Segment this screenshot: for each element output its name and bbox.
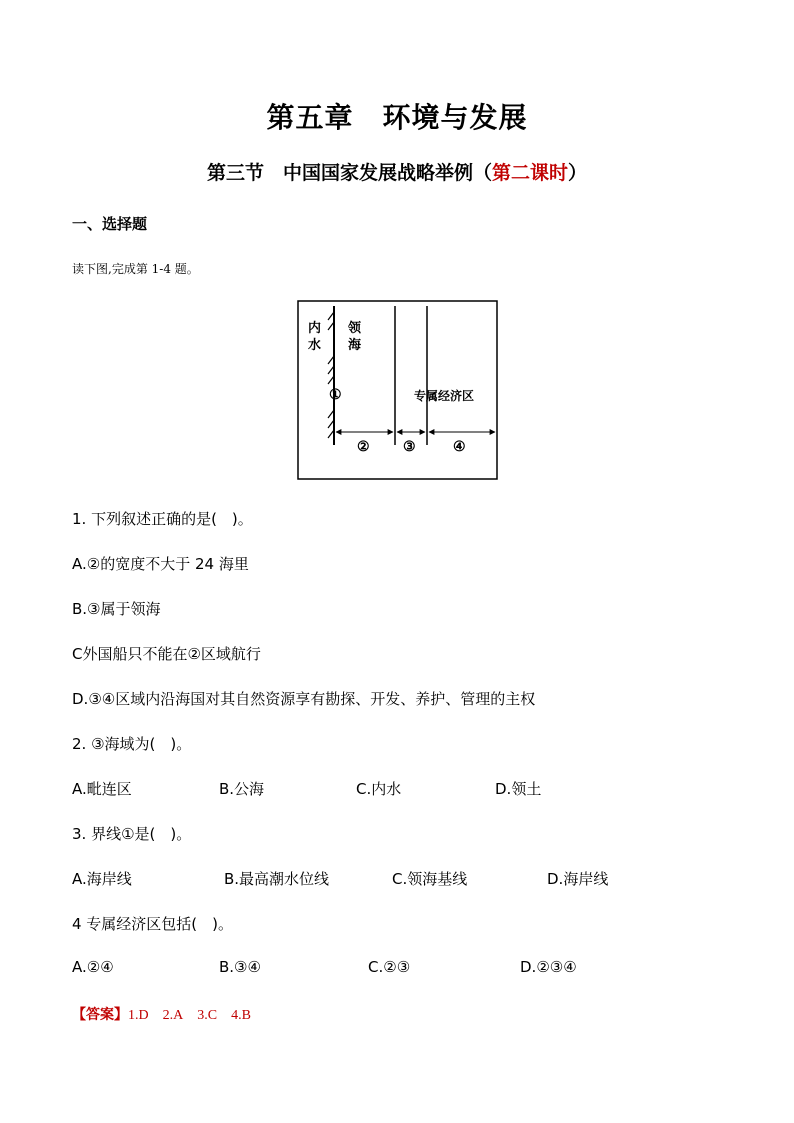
question-1-stem: 1. 下列叙述正确的是( )。 [72,510,253,528]
question-4-stem: 4 专属经济区包括( )。 [72,915,234,933]
question-4-option-c: C.②③ [368,958,411,976]
answer-item: 3.C [197,1008,218,1023]
label-eez: 专属经济区 [414,389,475,403]
answer-item: 2.A [162,1008,184,1023]
subtitle-highlight: 第二课时 [491,162,568,184]
question-3-option-a: A.海岸线 [72,870,132,888]
question-4-option-b: B.③④ [219,958,261,976]
question-2-stem: 2. ③海域为( )。 [72,735,192,753]
question-3-option-d: D.海岸线 [547,870,609,888]
label-territorial-1: 领 [348,321,362,336]
label-marker-1: ① [329,387,342,403]
answer-label: 【答案】 [72,1008,128,1023]
answer-item: 4.B [231,1008,251,1023]
question-3-option-c: C.领海基线 [392,870,468,888]
question-4-option-a: A.②④ [72,958,114,976]
subtitle-end: ） [568,162,588,184]
label-marker-3: ③ [403,439,416,455]
label-marker-2: ② [357,439,370,455]
label-inner-water-2: 水 [308,338,322,353]
label-marker-4: ④ [453,439,466,455]
question-2-option-d: D.领土 [495,780,542,798]
page-title: 第五章 环境与发展 [266,101,528,134]
section-subtitle [0,158,794,185]
question-1-option-a: A.②的宽度不大于 24 海里 [72,555,249,573]
question-2-option-b: B.公海 [219,780,265,798]
maritime-zones-diagram [297,300,498,480]
question-2-option-a: A.毗连区 [72,780,132,798]
question-1-option-c: C外国船只不能在②区域航行 [72,645,261,663]
label-territorial-2: 海 [348,338,362,353]
intro-text: 读下图,完成第 1-4 题。 [72,262,199,276]
question-3-option-b: B.最高潮水位线 [224,870,330,888]
question-1-option-d: D.③④区域内沿海国对其自然资源享有勘探、开发、养护、管理的主权 [72,690,536,708]
subtitle-main: 第三节 中国国家发展战略举例（ [206,162,492,184]
question-2-option-c: C.内水 [356,780,402,798]
question-3-stem: 3. 界线①是( )。 [72,825,192,843]
answer-item: 1.D [128,1008,149,1023]
answer-line [72,1004,251,1024]
question-1-option-b: B.③属于领海 [72,600,161,618]
section-heading: 一、选择题 [72,215,148,233]
label-inner-water-1: 内 [308,321,322,336]
question-4-option-d: D.②③④ [520,958,577,976]
